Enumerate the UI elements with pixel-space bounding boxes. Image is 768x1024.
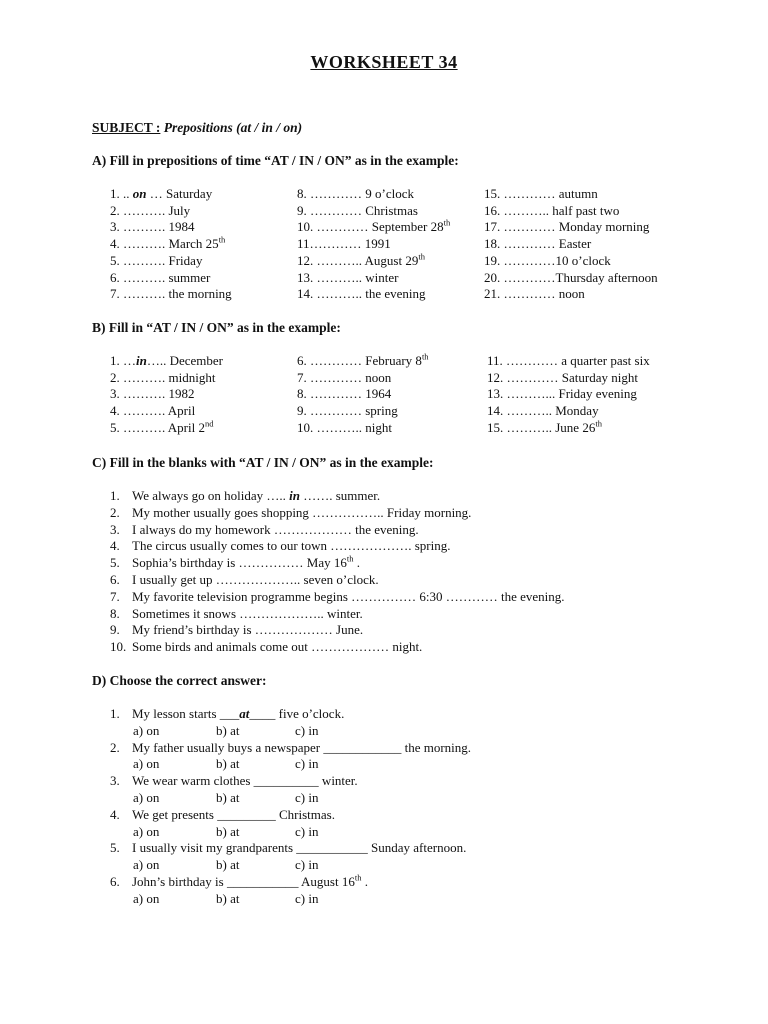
exercise-item (487, 370, 638, 386)
item-text: ….. December (146, 353, 224, 368)
item-number: 1. (110, 706, 120, 721)
example-answer: at (239, 706, 250, 721)
answer-option-b: b) at (216, 823, 240, 839)
ordinal-suffix: th (595, 418, 602, 429)
answer-option-a: a) on (133, 790, 160, 805)
exercise-item (487, 403, 599, 419)
item-number: 5. (110, 555, 120, 571)
item-text: 19. …………10 o’clock (484, 252, 611, 268)
exercise-item (484, 270, 658, 286)
question-item (110, 840, 466, 856)
answer-option-b: b) at (216, 890, 240, 906)
sentence-item (110, 606, 363, 622)
item-number: 10. (110, 639, 127, 655)
exercise-item (484, 219, 649, 235)
question-item (110, 706, 344, 722)
item-text: 15. ……….. June 26 (487, 419, 596, 435)
item-text: 12. ……….. August 29 (297, 252, 419, 268)
item-text: Sophia’s birthday is …………… May 16 (132, 555, 347, 571)
ordinal-suffix: th (218, 234, 226, 245)
item-text: 1. … (110, 353, 136, 368)
item-text: 13. ……….. winter (297, 269, 399, 285)
item-text: … Saturday (146, 186, 213, 201)
answer-option-c: c) in (295, 857, 319, 873)
exercise-item (110, 219, 195, 235)
answer-option-b: b) at (216, 722, 240, 738)
item-number: 1. (110, 488, 120, 503)
exercise-item (110, 186, 212, 202)
section-c-heading: C) Fill in the blanks with “AT / IN / ON” as in the example: (92, 455, 434, 470)
exercise-item (297, 270, 398, 286)
ordinal-suffix: nd (204, 418, 214, 429)
item-text: 14. ……….. the evening (297, 286, 426, 302)
exercise-item (487, 420, 602, 436)
item-text: 11. ………… a quarter past six (487, 353, 650, 368)
answer-option-b: b) at (216, 790, 240, 805)
item-text: My lesson starts ___ (132, 706, 240, 721)
ordinal-suffix: th (346, 553, 354, 564)
exercise-item (297, 403, 398, 419)
exercise-item (297, 236, 391, 252)
item-text: 4. ………. April (110, 403, 196, 419)
exercise-item (110, 370, 215, 386)
ordinal-suffix: th (421, 351, 429, 362)
sentence-item (110, 622, 363, 638)
item-text: 3. ………. 1984 (110, 219, 195, 235)
exercise-item (484, 186, 598, 202)
example-answer: in (289, 488, 300, 503)
section-b-heading: B) Fill in “AT / IN / ON” as in the example: (92, 320, 341, 335)
exercise-item (484, 253, 611, 269)
item-text: My favorite television programme begins …………… 6:30 ………… the evening. (132, 588, 565, 604)
exercise-item (487, 386, 637, 402)
section-a-heading: A) Fill in prepositions of time “AT / IN / ON” as in the example: (92, 153, 459, 168)
exercise-item (484, 203, 619, 219)
ordinal-suffix: th (354, 872, 362, 883)
item-text: My mother usually goes shopping …………….. Friday morning. (132, 504, 472, 520)
sentence-item (110, 488, 380, 504)
answer-option-a: a) on (133, 722, 160, 738)
item-text: 8. ………… 1964 (297, 386, 392, 402)
exercise-item (297, 286, 426, 302)
answer-option-c: c) in (295, 790, 319, 805)
item-text: 2. ………. midnight (110, 369, 216, 385)
item-text: I usually get up ……………….. seven o’clock. (132, 572, 379, 587)
sentence-item (110, 505, 471, 521)
exercise-item (297, 353, 429, 369)
item-text: 13. ………... Friday evening (487, 386, 637, 402)
item-text: 11………… 1991 (297, 236, 391, 252)
item-text: ____ five o’clock. (249, 706, 345, 721)
item-text: 10. ………… September 28 (297, 219, 444, 235)
sentence-item (110, 522, 419, 538)
answer-option-c: c) in (295, 722, 319, 738)
subject-label: SUBJECT : (92, 120, 161, 135)
example-answer: in (136, 353, 147, 368)
item-text: 6. ………… February 8 (297, 353, 422, 368)
exercise-item (297, 420, 392, 436)
exercise-item (110, 270, 210, 286)
item-text: We wear warm clothes __________ winter. (132, 773, 358, 789)
item-number: 6. (110, 874, 120, 889)
question-item (110, 807, 335, 823)
subject-line (92, 120, 302, 136)
subject-value: Prepositions (at / in / on) (163, 120, 303, 135)
item-number: 5. (110, 840, 120, 856)
answer-option-a: a) on (133, 756, 160, 772)
item-text: 10. ……….. night (297, 419, 392, 435)
item-text: My father usually buys a newspaper ____________ the morning. (132, 739, 472, 755)
item-text: 5. ………. Friday (110, 252, 203, 268)
item-text: 9. ………… spring (297, 403, 398, 419)
exercise-item (297, 203, 418, 219)
answer-option-b: b) at (216, 756, 240, 772)
item-text: We get presents _________ Christmas. (132, 806, 335, 822)
item-number: 3. (110, 521, 120, 537)
item-text: . (353, 555, 360, 571)
sentence-item (110, 555, 360, 571)
item-number: 8. (110, 605, 120, 621)
item-text: I usually visit my grandparents ___________ Sunday afternoon. (132, 840, 467, 856)
answer-option-a: a) on (133, 823, 160, 839)
item-text: Some birds and animals come out ……………… night. (132, 639, 423, 655)
item-text: 16. ……….. half past two (484, 202, 620, 218)
example-answer: on (132, 186, 147, 201)
item-text: 6. ………. summer (110, 269, 211, 285)
answer-option-c: c) in (295, 823, 319, 839)
item-number: 7. (110, 588, 120, 604)
answer-option-a: a) on (133, 890, 160, 906)
exercise-item (297, 253, 425, 269)
item-text: 20. …………Thursday afternoon (484, 269, 658, 285)
exercise-item (110, 403, 195, 419)
exercise-item (297, 370, 391, 386)
item-text: 7. ………… noon (297, 369, 392, 385)
exercise-item (110, 353, 223, 369)
answer-option-b: b) at (216, 857, 240, 873)
item-text: 12. ………… Saturday night (487, 369, 638, 385)
exercise-item (110, 420, 213, 436)
item-number: 9. (110, 622, 120, 638)
question-item (110, 740, 471, 756)
ordinal-suffix: th (443, 218, 451, 229)
item-text: 7. ………. the morning (110, 286, 232, 302)
item-text: . (361, 874, 368, 889)
item-text: We always go on holiday ….. (132, 488, 290, 503)
item-number: 4. (110, 538, 120, 554)
item-text: I always do my homework ……………… the evening. (132, 521, 419, 537)
question-item (110, 773, 358, 789)
question-item (110, 874, 368, 890)
item-text: 5. ………. April 2 (110, 419, 205, 435)
exercise-item (484, 286, 585, 302)
exercise-item (110, 236, 225, 252)
exercise-item (297, 386, 391, 402)
sentence-item (110, 538, 450, 554)
exercise-item (487, 353, 650, 369)
item-text: 1. .. (110, 186, 133, 201)
item-text: 8. ………… 9 o’clock (297, 186, 414, 201)
item-text: ……. summer. (299, 488, 381, 503)
item-text: 18. ………… Easter (484, 236, 592, 252)
exercise-item (484, 236, 591, 252)
item-text: 9. ………… Christmas (297, 202, 418, 218)
item-text: 14. ……….. Monday (487, 403, 599, 419)
item-text: Sometimes it snows ……………….. winter. (132, 605, 363, 621)
item-text: John’s birthday is ___________ August 16 (132, 874, 355, 889)
exercise-item (110, 253, 202, 269)
ordinal-suffix: th (418, 251, 425, 262)
item-number: 2. (110, 504, 120, 520)
answer-option-c: c) in (295, 756, 319, 772)
item-number: 4. (110, 806, 120, 822)
item-text: 21. ………… noon (484, 286, 585, 302)
item-text: 3. ………. 1982 (110, 386, 195, 402)
answer-option-a: a) on (133, 857, 160, 873)
exercise-item (297, 186, 414, 202)
exercise-item (110, 386, 195, 402)
item-text: The circus usually comes to our town ………………. spring. (132, 538, 451, 554)
item-text: 2. ………. July (110, 202, 191, 218)
item-text: 4. ………. March 25 (110, 236, 219, 252)
item-number: 2. (110, 739, 120, 755)
sentence-item (110, 572, 379, 588)
exercise-item (110, 203, 190, 219)
page-title: WORKSHEET 34 (310, 52, 458, 72)
answer-option-c: c) in (295, 890, 319, 906)
item-number: 3. (110, 773, 120, 789)
sentence-item (110, 589, 565, 605)
item-number: 6. (110, 572, 120, 587)
exercise-item (110, 286, 232, 302)
exercise-item (297, 219, 450, 235)
item-text: My friend’s birthday is ……………… June. (132, 622, 364, 638)
section-d-heading: D) Choose the correct answer: (92, 673, 267, 688)
sentence-item (110, 639, 422, 655)
item-text: 17. ………… Monday morning (484, 219, 650, 235)
item-text: 15. ………… autumn (484, 186, 598, 201)
